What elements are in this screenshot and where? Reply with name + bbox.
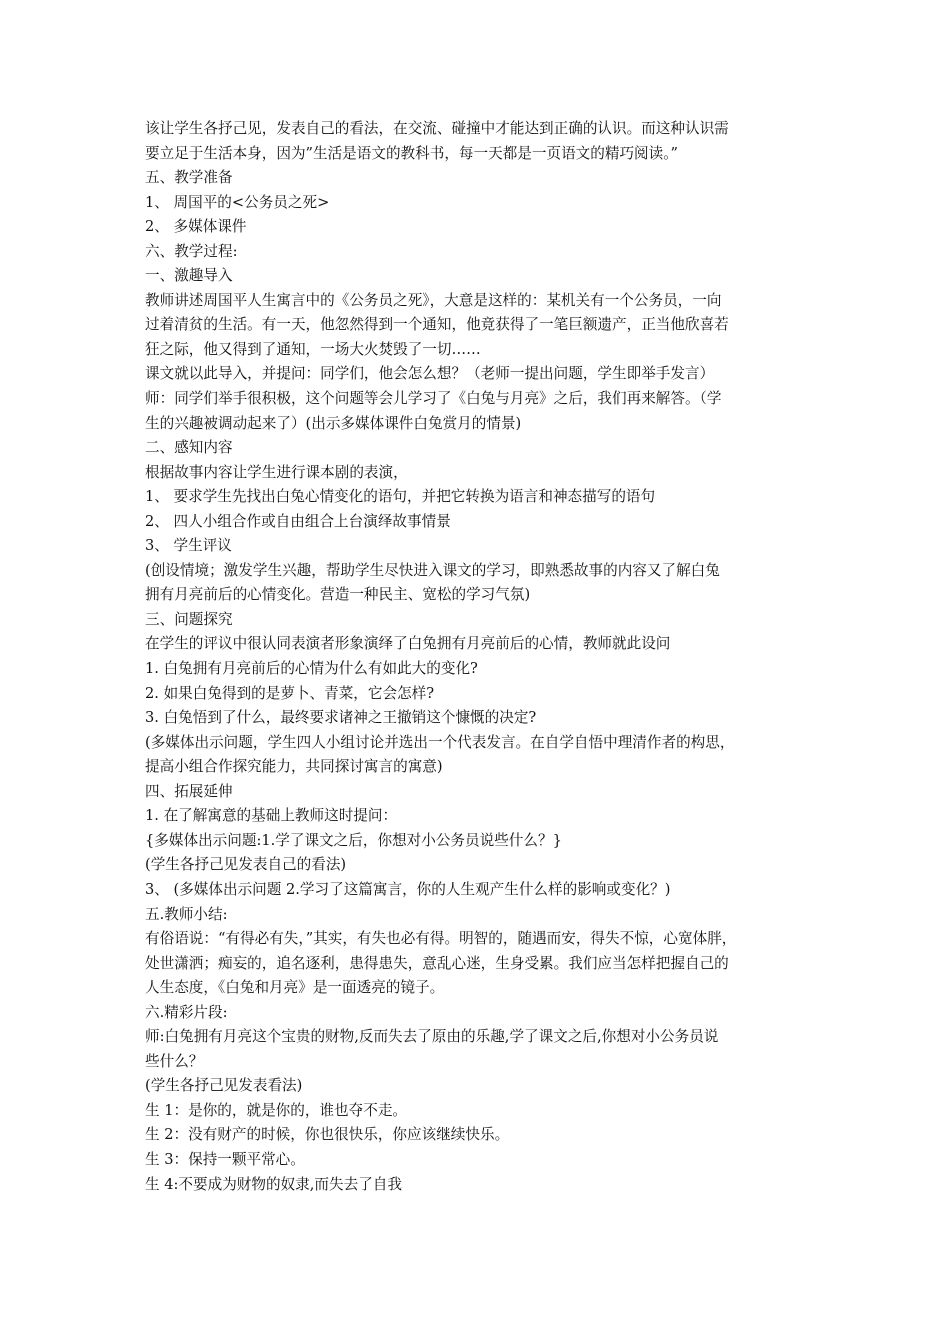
- section-heading: 三、问题探究: [145, 610, 233, 628]
- section-heading: 二、感知内容: [145, 439, 233, 457]
- document-body: [145, 117, 810, 1197]
- text-line: 有俗语说：“有得必有失，”其实，有失也必有得。明智的，随遇而安，得失不惊，心宽体胖，: [145, 930, 737, 948]
- list-item: 3. 白兔悟到了什么，最终要求诸神之王撤销这个慷慨的决定?: [145, 709, 537, 727]
- text-line: 些什么？: [145, 1052, 204, 1070]
- text-line: 提高小组合作探究能力，共同探讨寓言的寓意): [145, 758, 443, 776]
- list-item: 1. 在了解寓意的基础上教师这时提问：: [145, 807, 398, 825]
- list-item: 1、 周国平的<公务员之死>: [145, 193, 330, 211]
- section-heading: 六.精彩片段:: [145, 1003, 228, 1021]
- text-line: 要立足于生活本身，因为”生活是语文的教科书，每一天都是一页语文的精巧阅读。”: [145, 144, 678, 162]
- text-line: 生的兴趣被调动起来了）(出示多媒体课件白兔赏月的情景): [145, 414, 522, 432]
- text-line: 师:白兔拥有月亮这个宝贵的财物,反而失去了原由的乐趣,学了课文之后,你想对小公务员说: [145, 1028, 719, 1046]
- text-line: (多媒体出示问题，学生四人小组讨论并选出一个代表发言。在自学自悟中理清作者的构思，: [145, 733, 735, 751]
- text-line: 人生态度，《白兔和月亮》是一面透亮的镜子。: [145, 979, 445, 997]
- dialogue-line: 生 2：没有财产的时候，你也很快乐，你应该继续快乐。: [145, 1126, 510, 1144]
- text-line: {多媒体出示问题:1.学了课文之后，你想对小公务员说些什么？}: [145, 831, 562, 849]
- text-line: 处世潇洒；痴妄的，追名逐利，患得患失，意乱心迷，生身受累。我们应当怎样把握自己的: [145, 954, 729, 972]
- text-line: 该让学生各抒己见，发表自己的看法，在交流、碰撞中才能达到正确的认识。而这种认识需: [145, 120, 729, 137]
- text-line: 教师讲述周国平人生寓言中的《公务员之死》，大意是这样的：某机关有一个公务员，一向: [145, 291, 722, 309]
- section-heading: 四、拓展延伸: [145, 782, 233, 800]
- list-item: 1. 白兔拥有月亮前后的心情为什么有如此大的变化?: [145, 660, 478, 678]
- list-item: 3、 (多媒体出示问题 2.学习了这篇寓言，你的人生观产生什么样的影响或变化？): [145, 880, 671, 898]
- dialogue-line: 生 3：保持一颗平常心。: [145, 1150, 305, 1168]
- list-item: 2. 如果白兔得到的是萝卜、青菜，它会怎样?: [145, 684, 435, 702]
- text-line: (创设情境；激发学生兴趣，帮助学生尽快进入课文的学习，即熟悉故事的内容又了解白兔: [145, 561, 720, 579]
- section-heading: 一、激趣导入: [145, 267, 233, 285]
- text-line: 课文就以此导入，并提问：同学们，他会怎么想？（老师一提出问题，学生即举手发言）: [145, 365, 715, 383]
- dialogue-line: 生 4:不要成为财物的奴隶,而失去了自我: [145, 1175, 402, 1193]
- list-item: 2、 四人小组合作或自由组合上台演绎故事情景: [145, 512, 451, 530]
- section-heading: 五、教学准备: [145, 169, 233, 187]
- list-item: 1、 要求学生先找出白兔心情变化的语句，并把它转换为语言和神态描写的语句: [145, 488, 656, 506]
- list-item: 3、 学生评议: [145, 537, 232, 555]
- section-heading: 五.教师小结:: [145, 905, 228, 923]
- dialogue-line: 生 1：是你的，就是你的，谁也夺不走。: [145, 1101, 408, 1119]
- text-line: 过着清贫的生活。有一天，他忽然得到一个通知，他竟获得了一笔巨额遗产，正当他欣喜若: [145, 316, 729, 334]
- text-line: (学生各抒己见发表看法): [145, 1077, 303, 1095]
- text-line: 在学生的评议中很认同表演者形象演绎了白兔拥有月亮前后的心情，教师就此设问: [145, 635, 671, 653]
- text-line: 拥有月亮前后的心情变化。营造一种民主、宽松的学习气氛): [145, 586, 531, 604]
- section-heading: 六、教学过程:: [145, 242, 238, 260]
- text-line: 狂之际，他又得到了通知，一场大火焚毁了一切……: [145, 340, 481, 358]
- list-item: 2、 多媒体课件: [145, 218, 247, 236]
- text-line: (学生各抒己见发表自己的看法): [145, 856, 347, 874]
- text-line: 根据故事内容让学生进行课本剧的表演，: [145, 463, 408, 481]
- text-line: 师：同学们举手很积极，这个问题等会儿学习了《白兔与月亮》之后，我们再来解答。（学: [145, 390, 722, 408]
